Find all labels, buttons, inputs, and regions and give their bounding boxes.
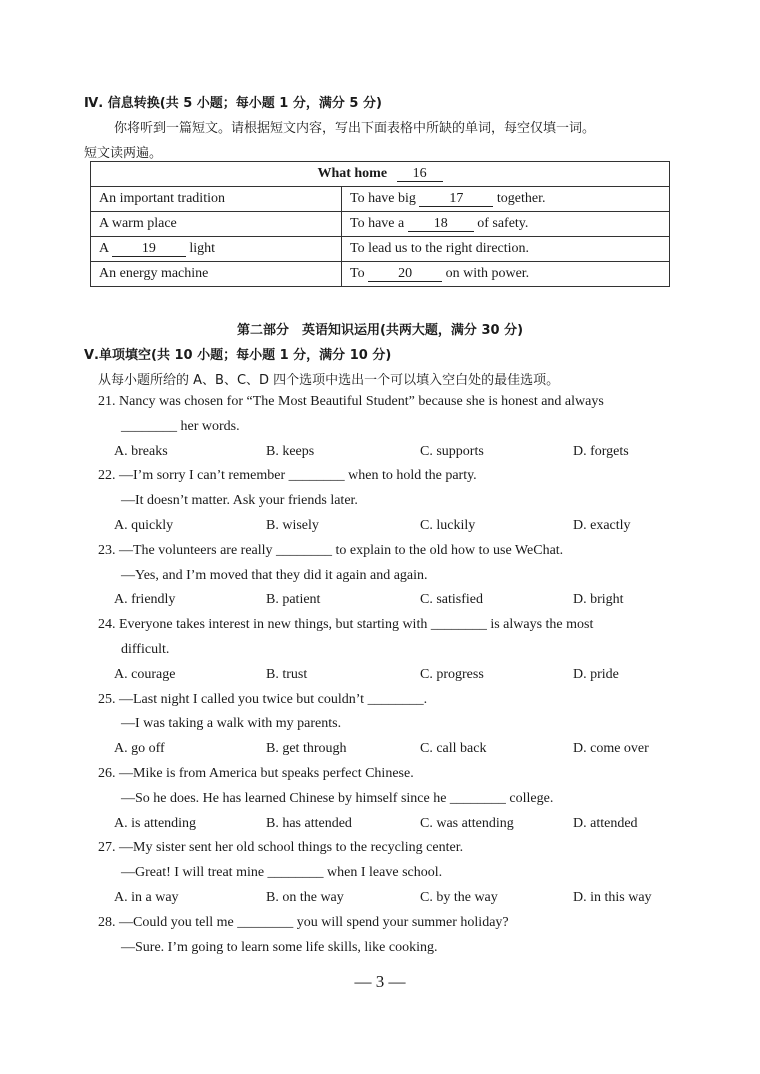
answer-option[interactable]: A. friendly xyxy=(114,592,176,608)
question-stem-continued: —So he does. He has learned Chinese by himself since he ________ college. xyxy=(121,790,554,806)
part-2-heading: 第二部分 英语知识运用(共两大题，满分 30 分) xyxy=(236,323,524,338)
blank-number: 20 xyxy=(398,266,413,281)
table-cell-right xyxy=(342,187,670,212)
question-stem: 27. —My sister sent her old school things to the recycling center. xyxy=(98,840,464,856)
section-5-instruction: 从每小题所给的 A、B、C、D 四个选项中选出一个可以填入空白处的最佳选项。 xyxy=(98,373,560,388)
cell-text-post: light xyxy=(189,241,216,256)
question-stem-continued: —It doesn’t matter. Ask your friends later. xyxy=(121,493,358,509)
answer-option[interactable]: A. is attending xyxy=(114,815,197,831)
table-title-text: What home xyxy=(317,166,388,181)
table-row xyxy=(91,237,670,262)
answer-option[interactable]: A. courage xyxy=(114,666,176,682)
answer-option[interactable]: C. was attending xyxy=(420,815,514,831)
answer-option[interactable]: B. trust xyxy=(266,666,308,682)
answer-option[interactable]: A. breaks xyxy=(114,443,168,459)
cell-text-post: together. xyxy=(496,191,546,206)
answer-option[interactable]: B. keeps xyxy=(266,443,315,459)
answer-option[interactable]: D. exactly xyxy=(573,518,631,533)
blank-20[interactable] xyxy=(368,267,442,282)
blank-number: 18 xyxy=(433,216,448,231)
table-cell-left xyxy=(91,262,342,287)
question-stem: 24. Everyone takes interest in new things, but starting with ________ is always the most xyxy=(98,617,594,633)
table-title-row xyxy=(91,162,670,187)
question-stem: 25. —Last night I called you twice but couldn’t ________. xyxy=(98,691,428,707)
question-stem: 21. Nancy was chosen for “The Most Beautiful Student” because she is honest and always xyxy=(98,394,604,409)
section-4-instruction-line1: 你将听到一篇短文。请根据短文内容，写出下面表格中所缺的单词，每空仅填一词。 xyxy=(114,121,596,136)
cell-text: To have a xyxy=(350,216,405,231)
answer-option[interactable]: A. in a way xyxy=(114,890,179,905)
blank-number: 17 xyxy=(449,191,464,206)
answer-option[interactable]: C. progress xyxy=(420,666,484,682)
table-cell-right xyxy=(342,262,670,287)
table-cell-left xyxy=(91,187,342,212)
question-stem-continued: —Great! I will treat mine ________ when I leave school. xyxy=(121,865,443,881)
info-table xyxy=(90,161,670,287)
table-cell-right xyxy=(342,212,670,237)
table-row xyxy=(91,212,670,237)
cell-text: An energy machine xyxy=(99,266,209,281)
answer-option[interactable]: C. satisfied xyxy=(420,592,483,608)
answer-option[interactable]: A. quickly xyxy=(114,518,174,533)
question-stem-continued: —I was taking a walk with my parents. xyxy=(121,716,342,732)
blank-18[interactable] xyxy=(408,217,474,232)
answer-option[interactable]: B. wisely xyxy=(266,518,319,533)
cell-text: A warm place xyxy=(99,216,177,231)
table-cell-left xyxy=(91,212,342,237)
question-stem: 23. —The volunteers are really ________ to explain to the old how to use WeChat. xyxy=(98,542,564,558)
answer-option[interactable]: C. by the way xyxy=(420,890,498,905)
answer-option[interactable]: D. pride xyxy=(573,666,619,682)
blank-19[interactable] xyxy=(112,242,186,257)
answer-option[interactable]: B. on the way xyxy=(266,890,344,905)
cell-text: A xyxy=(99,241,109,256)
question-stem: 26. —Mike is from America but speaks perfect Chinese. xyxy=(98,766,414,781)
table-cell-left xyxy=(91,237,342,262)
answer-option[interactable]: D. attended xyxy=(573,815,638,831)
answer-option[interactable]: B. patient xyxy=(266,592,321,608)
blank-number: 16 xyxy=(412,166,427,181)
blank-number: 19 xyxy=(141,241,156,256)
cell-text: To lead us to the right direction. xyxy=(350,241,530,256)
table-row xyxy=(91,187,670,212)
table-title-cell xyxy=(91,162,670,187)
cell-text: To have big xyxy=(350,191,416,206)
answer-option[interactable]: D. come over xyxy=(573,741,649,757)
answer-option[interactable]: D. in this way xyxy=(573,890,652,905)
section-5-heading: Ⅴ.单项填空(共 10 小题；每小题 1 分，满分 10 分) xyxy=(84,348,392,363)
blank-17[interactable] xyxy=(419,192,493,207)
question-stem-continued: —Sure. I’m going to learn some life skills, like cooking. xyxy=(121,939,438,955)
answer-option[interactable]: A. go off xyxy=(114,741,165,757)
table-row xyxy=(91,262,670,287)
section-4-heading: Ⅳ. 信息转换(共 5 小题；每小题 1 分，满分 5 分) xyxy=(84,96,382,111)
answer-option[interactable]: B. has attended xyxy=(266,815,352,831)
question-stem: 22. —I’m sorry I can’t remember ________ when to hold the party. xyxy=(98,468,477,484)
question-stem: 28. —Could you tell me ________ you will spend your summer holiday? xyxy=(98,914,509,930)
answer-option[interactable]: D. forgets xyxy=(573,443,629,459)
question-stem-continued: ________ her words. xyxy=(121,418,240,434)
answer-option[interactable]: C. supports xyxy=(420,443,484,459)
page-number: — 3 — xyxy=(354,972,406,991)
table-cell-right xyxy=(342,237,670,262)
answer-option[interactable]: C. luckily xyxy=(420,518,476,533)
answer-option[interactable]: D. bright xyxy=(573,592,624,608)
blank-16[interactable] xyxy=(397,167,443,182)
cell-text: An important tradition xyxy=(99,191,225,206)
cell-text-post: on with power. xyxy=(445,266,530,281)
question-stem-continued: —Yes, and I’m moved that they did it again and again. xyxy=(121,567,428,583)
question-stem-continued: difficult. xyxy=(121,642,170,657)
answer-option[interactable]: B. get through xyxy=(266,741,347,757)
section-4-instruction-line2: 短文读两遍。 xyxy=(84,146,163,161)
answer-option[interactable]: C. call back xyxy=(420,741,487,757)
cell-text-post: of safety. xyxy=(477,216,529,231)
cell-text: To xyxy=(350,266,365,281)
